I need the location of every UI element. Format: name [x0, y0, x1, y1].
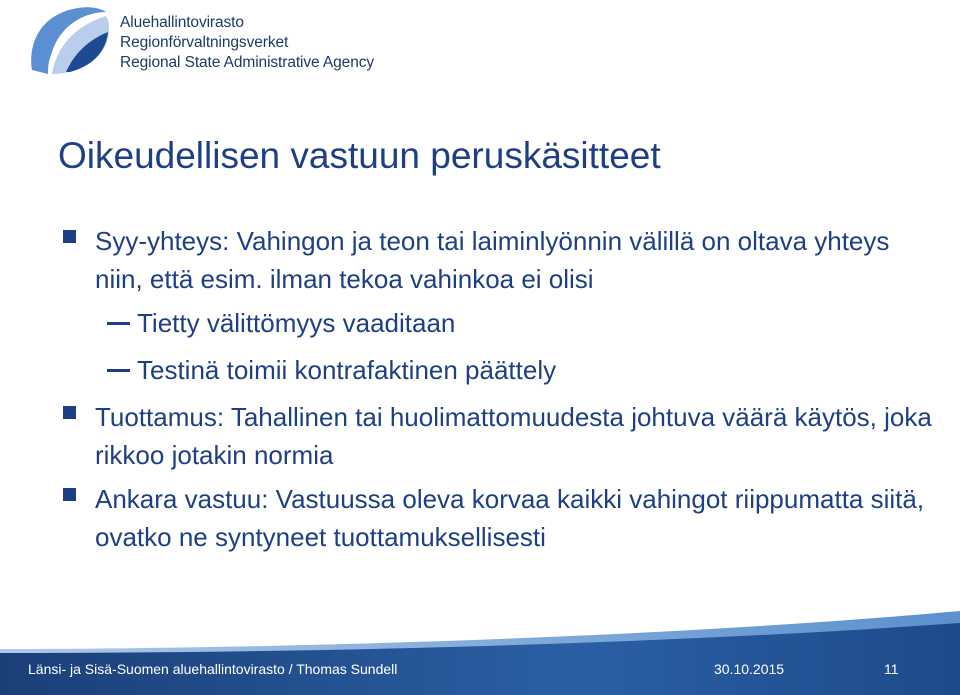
organization-name-sv: Regionförvaltningsverket	[120, 34, 289, 51]
sub-bullet-text: Testinä toimii kontrafaktinen päättely	[137, 355, 557, 385]
sub-bullet-item-kontrafaktinen	[58, 351, 938, 389]
bullet-list	[58, 222, 938, 562]
bullet-item-syy-yhteys	[58, 222, 938, 298]
sub-bullet-item-valittomyys	[58, 304, 938, 342]
square-bullet-icon	[63, 230, 76, 243]
sub-bullet-text: Tietty välittömyys vaaditaan	[137, 308, 456, 338]
agency-logo-icon	[26, 4, 112, 76]
square-bullet-icon	[63, 488, 76, 501]
dash-bullet-icon	[107, 369, 130, 372]
bullet-item-ankara-vastuu	[58, 480, 938, 556]
bullet-item-tuottamus	[58, 398, 938, 474]
footer-source: Länsi- ja Sisä-Suomen aluehallintovirasto / Thomas Sundell	[28, 661, 398, 677]
dash-bullet-icon	[107, 322, 130, 325]
page-number: 11	[884, 661, 899, 677]
bullet-text: Ankara vastuu: Vastuussa oleva korvaa kaikki vahingot riippumatta siitä, ovatko ne syntyneet tuottamuksellisesti	[95, 484, 925, 552]
organization-name-en: Regional State Administrative Agency	[120, 54, 375, 71]
footer-wave-graphic	[0, 605, 960, 695]
footer-date: 30.10.2015	[714, 661, 785, 677]
organization-name	[120, 13, 374, 73]
footer-bar	[0, 605, 960, 695]
bullet-text: Syy-yhteys: Vahingon ja teon tai laiminlyönnin välillä on oltava yhteys niin, että esim. ilman tekoa vahinkoa ei olisi	[95, 226, 890, 294]
slide-title: Oikeudellisen vastuun peruskäsitteet	[58, 135, 661, 176]
organization-name-fi: Aluehallintovirasto	[120, 14, 244, 31]
bullet-text: Tuottamus: Tahallinen tai huolimattomuudesta johtuva väärä käytös, joka rikkoo jotakin normia	[95, 402, 932, 470]
square-bullet-icon	[63, 406, 76, 419]
